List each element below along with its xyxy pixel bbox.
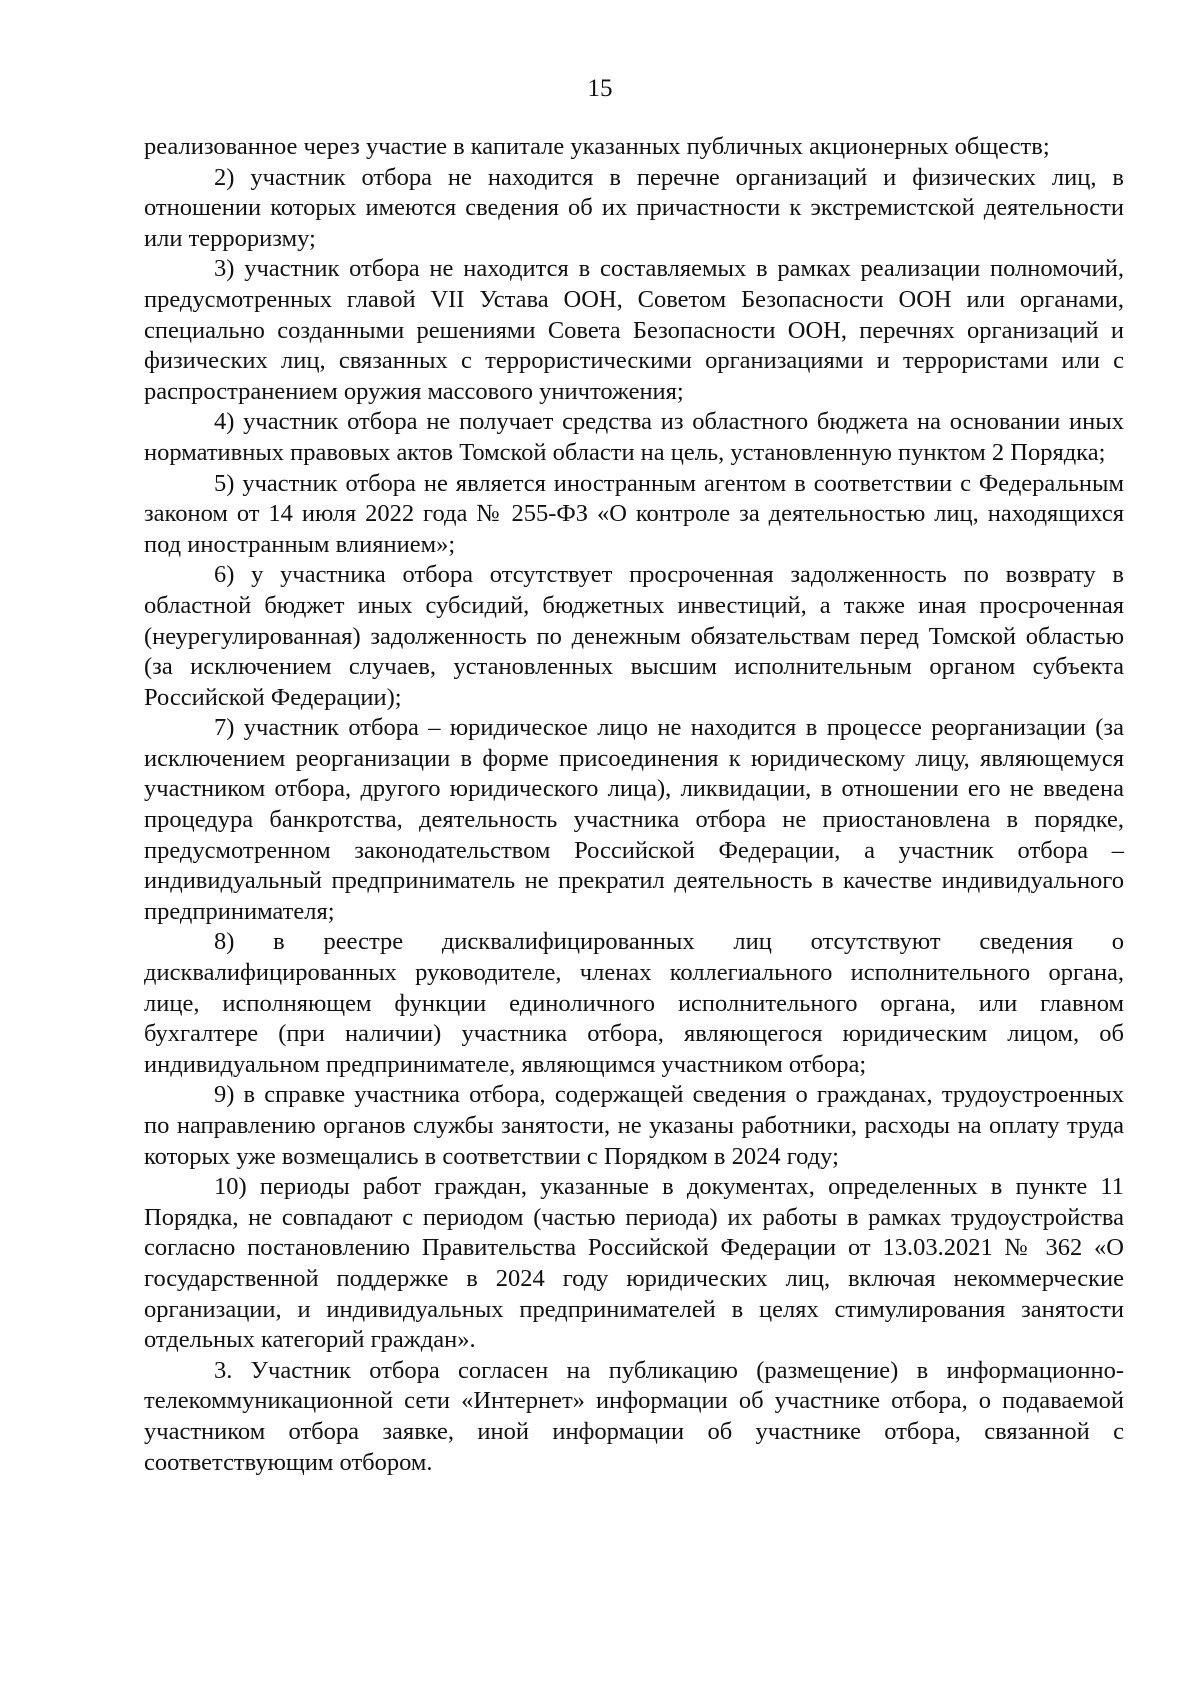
paragraph-item-6: 6) у участника отбора отсутствует просроченная задолженность по возврату в областной бюджет иных субсидий, бюджетных инвестиций, а также иная просроченная (неурегулированная) задолженность по денежным обязательствам перед Томской областью (за исключением случаев, установленных высшим исполнительным органом субъекта Российской Федерации);	[144, 561, 1124, 711]
document-body	[144, 132, 1124, 1478]
paragraph-item-7: 7) участник отбора – юридическое лицо не находится в процессе реорганизации (за исключением реорганизации в форме присоединения к юридическому лицу, являющемуся участником отбора, другого юридического лица), ликвидации, в отношении его не введена процедура банкротства, деятельность участника отбора не приостановлена в порядке, предусмотренном законодательством Российской Федерации, а участник отбора – индивидуальный предприниматель не прекратил деятельность в качестве индивидуального предпринимателя;	[144, 714, 1124, 925]
paragraph-item-4: 4) участник отбора не получает средства из областного бюджета на основании иных нормативных правовых актов Томской области на цель, установленную пунктом 2 Порядка;	[144, 408, 1124, 466]
paragraph-item-8: 8) в реестре дисквалифицированных лиц отсутствуют сведения о дисквалифицированных руководителе, членах коллегиального исполнительного органа, лице, исполняющем функции единоличного исполнительного органа, или главном бухгалтере (при наличии) участника отбора, являющегося юридическим лицом, об индивидуальном предпринимателе, являющимся участником отбора;	[144, 928, 1124, 1078]
paragraph-item-10: 10) периоды работ граждан, указанные в документах, определенных в пункте 11 Порядка, не совпадают с периодом (частью периода) их работы в рамках трудоустройства согласно постановлению Правительства Российской Федерации от 13.03.2021 № 362 «О государственной поддержке в 2024 году юридических лиц, включая некоммерческие организации, и индивидуальных предпринимателей в целях стимулирования занятости отдельных категорий граждан».	[144, 1173, 1124, 1354]
paragraph-item-2: 2) участник отбора не находится в перечне организаций и физических лиц, в отношении которых имеются сведения об их причастности к экстремистской деятельности или терроризму;	[144, 163, 1124, 252]
paragraph-section-3: 3. Участник отбора согласен на публикацию (размещение) в информационно-телекоммуникационной сети «Интернет» информации об участнике отбора, о подаваемой участником отбора заявке, иной информации об участнике отбора, связанной с соответствующим отбором.	[144, 1356, 1124, 1476]
paragraph-continuation: реализованное через участие в капитале указанных публичных акционерных обществ;	[144, 133, 1050, 160]
paragraph-item-3: 3) участник отбора не находится в составляемых в рамках реализации полномочий, предусмотренных главой VII Устава ООН, Советом Безопасности ООН или органами, специально созданными решениями Совета Безопасности ООН, перечнях организаций и физических лиц, связанных с террористическими организациями и террористами или с распространением оружия массового уничтожения;	[144, 255, 1124, 405]
paragraph-item-5: 5) участник отбора не является иностранным агентом в соответствии с Федеральным законом от 14 июля 2022 года № 255-ФЗ «О контроле за деятельностью лиц, находящихся под иностранным влиянием»;	[144, 469, 1124, 558]
page-number: 15	[587, 75, 613, 102]
paragraph-item-9: 9) в справке участника отбора, содержащей сведения о гражданах, трудоустроенных по направлению органов службы занятости, не указаны работники, расходы на оплату труда которых уже возмещались в соответствии с Порядком в 2024 году;	[144, 1081, 1124, 1170]
